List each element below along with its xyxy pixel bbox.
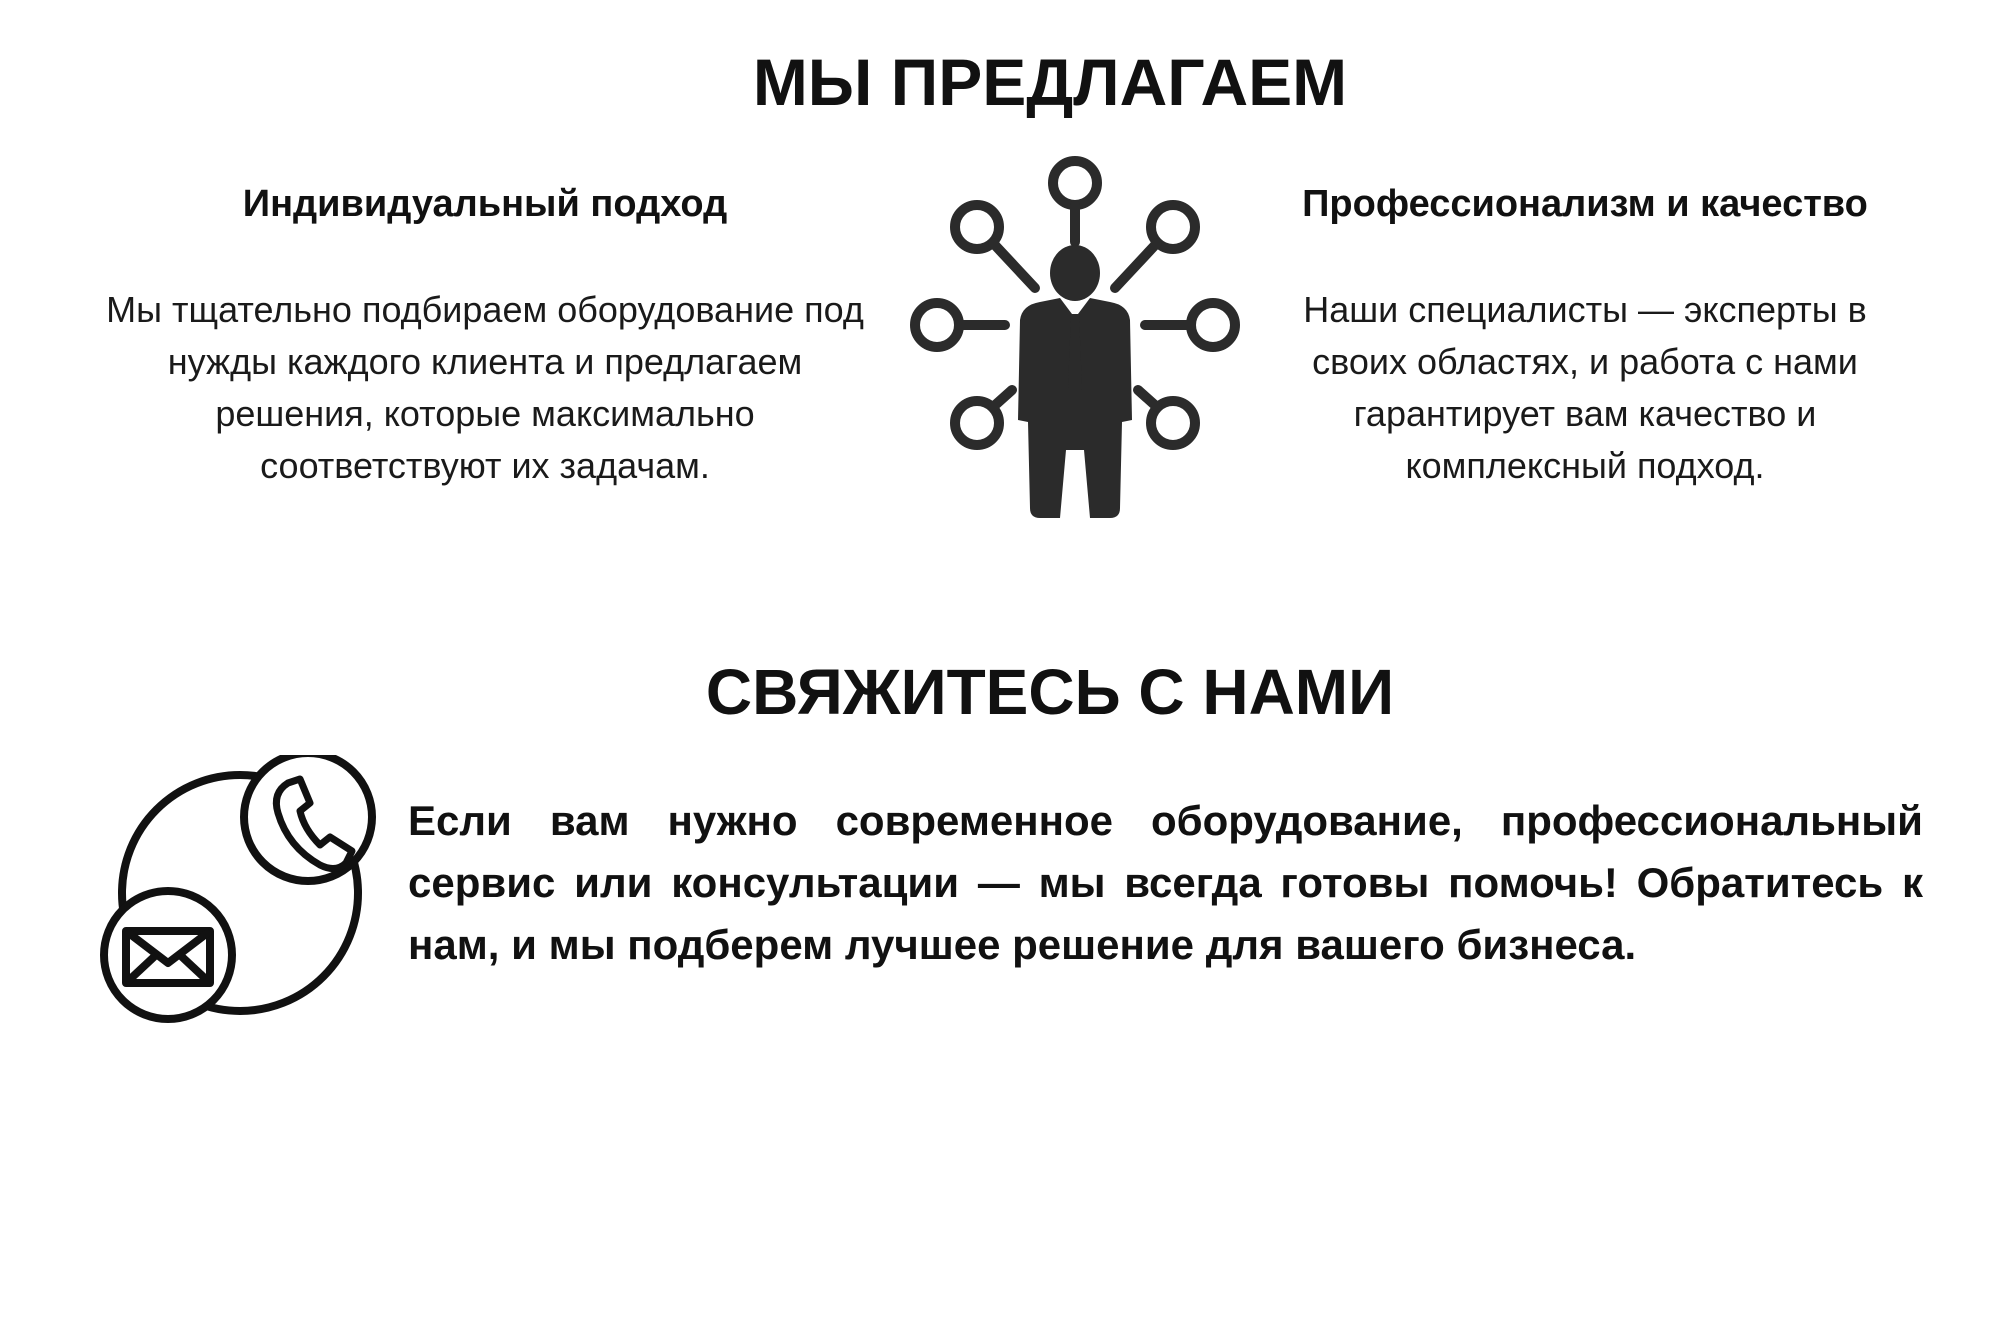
businessman-network-icon <box>900 150 1250 530</box>
feature-heading: Индивидуальный подход <box>242 183 728 225</box>
contact-title: СВЯЖИТЕСЬ С НАМИ <box>705 656 1395 728</box>
feature-text: Наши специалисты — эксперты в своих областях, и работа с нами гарантирует вам качество и комплексный подход. <box>1303 289 1867 486</box>
feature-professionalism-quality <box>1260 180 1910 492</box>
phone-mail-icon <box>100 755 380 1035</box>
offer-title: МЫ ПРЕДЛАГАЕМ <box>752 45 1348 119</box>
feature-text: Мы тщательно подбираем оборудование под нужды каждого клиента и предлагаем решения, которые максимально соответствуют их задачам. <box>106 289 864 486</box>
feature-heading: Профессионализм и качество <box>1302 183 1868 225</box>
contact-text: Если вам нужно современное оборудование, профессиональный сервис или консультации — мы всегда готовы помочь! Обратитесь к нам, и мы подберем лучшее решение для вашего бизнеса. <box>408 797 1923 968</box>
feature-individual-approach <box>95 180 875 492</box>
